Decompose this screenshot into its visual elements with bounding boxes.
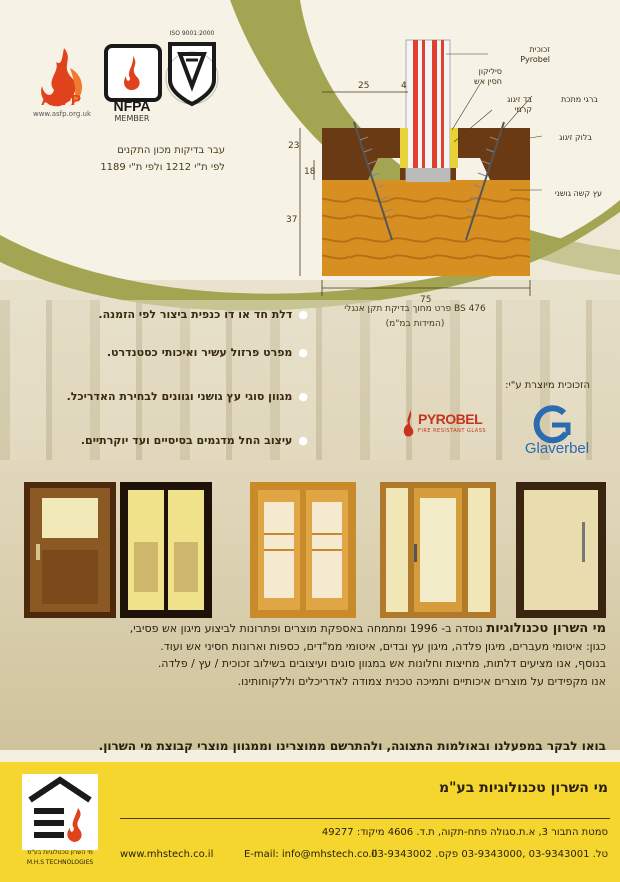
nfpa-member: MEMBER (114, 114, 150, 123)
pyrobel-sub: FIRE RESISTANT GLASS (418, 428, 487, 434)
feature-item: ●עיצוב החל מדגמים בסיסיים ועד יוקרתיים. (80, 434, 308, 447)
footer-email[interactable]: E-mail: info@mhstech.co.il (244, 849, 378, 860)
feature-item: ●דלת חד או דו כנפית ביצור לפי הזמנה. (98, 308, 308, 321)
mhs-logo-icon (20, 770, 100, 850)
glaverbel-name: Glaverbel (524, 440, 590, 457)
dim-25: 25 (358, 81, 370, 91)
diagram-caption-line1: פרט מחוך בדיקת תקן אנגלי BS 476 (344, 304, 486, 314)
asfp-name: ASFP (40, 92, 81, 109)
door-photo-2 (120, 482, 212, 618)
about-section (10, 620, 606, 690)
dim-23: 23 (288, 141, 300, 151)
dim-4: 4 (401, 81, 407, 91)
footer-address: סמטת התבור 3, א.ת.סגולה פתח-תקוה, ת.ד. 4606 מיקוד: 49277 (321, 827, 608, 838)
logo-name-he: מי השרון טכנולוגיות בע"מ (27, 849, 93, 856)
door-photo-5 (516, 482, 606, 618)
feature-item: ●מגוון סוגי עץ גושני וגוונים לבחירת האדריכל. (66, 390, 308, 403)
label-brass-screws: ברגי מתכת (561, 95, 598, 104)
test-note (30, 142, 225, 176)
asfp-url: www.asfp.org.uk (32, 110, 92, 118)
company-name: מי השרון טכנולוגיות (486, 621, 606, 636)
glass-makers-label: הזכוכית מיוצרת ע"י: (505, 380, 590, 391)
logo-name-en: M.H.S TECHNOLOGIES (26, 859, 94, 866)
test-note-line1: עבר בדיקות מכון התקנים (117, 145, 225, 156)
footer-company: מי השרון טכנולוגיות בע"מ (438, 780, 608, 796)
pyrobel-name: PYROBEL (418, 411, 483, 427)
nfpa-flame-icon (108, 48, 158, 98)
about-line3: בנוסף, אנו מציעים דלתות, מחיצות וחלונות אש במגוון סוגים ועיצובים בשילוב זכוכית / עץ / פלדה. (157, 657, 606, 670)
label-silicone: סיליקון חסין אש (474, 67, 502, 86)
glaverbel-logo-icon (520, 405, 584, 445)
iso-label: ISO 9001:2000 (169, 30, 215, 37)
iso-standards-mark-icon (164, 38, 220, 116)
nfpa-name: NFPA (113, 98, 151, 114)
feature-item: ●מפרט פרזול עשיר ואיכותי כסטנדרט. (106, 346, 308, 359)
about-line4: אנו מקפידים על מוצרים איכותיים ותמיכה טכנית צמודה לאדריכלים וללקוחותינו. (237, 674, 606, 688)
about-line1: מי השרון טכנולוגיות נוסדה ב- 1996 ומתמחה באספקת מוצרים ופתרונות לביצוע מיגון אש פסיבי, (129, 621, 606, 636)
label-pyrobel-glass: זכוכית Pyrobel (520, 45, 550, 64)
footer-phone: טל. 03-9343001 ,03-9343000 פקס. 03-9343002 (371, 849, 608, 860)
pyrobel-flame-icon (402, 408, 418, 438)
invite-text: בואו לבקר במפעלנו ובאולמות התצוגה, ולהתרשם ממוצרינו וממגוון מוצרי קבוצת מי השרון. (98, 739, 606, 753)
dim-75: 75 (420, 295, 432, 305)
dim-37: 37 (286, 215, 298, 225)
footer-website[interactable]: www.mhstech.co.il (120, 849, 214, 860)
door-photo-4 (380, 482, 496, 618)
footer-divider (120, 818, 610, 819)
diagram-caption (280, 302, 550, 332)
door-photo-3 (250, 482, 356, 618)
label-glazing-cloth: בד זיגוג קרמי (507, 95, 532, 114)
door-photo-1 (24, 482, 116, 618)
about-line2: כגון: איטומי מעברים, מיגון פלדה, מיגון עץ ובדים, איטומי ממ"דים, כספות וארונות חסיני אש ועוד. (160, 639, 606, 653)
test-note-line2: לפי ת"י 1212 ולפי ת"י 1189 (100, 162, 225, 173)
dim-18: 18 (304, 167, 316, 177)
label-glazing-block: בלוק זיגוג (559, 133, 592, 142)
hardwood-frame (322, 180, 530, 276)
nfpa-logo (104, 44, 162, 102)
diagram-caption-line2: (המידות במ"מ) (385, 319, 445, 329)
label-hardwood: עץ קשה גושני (554, 189, 602, 198)
